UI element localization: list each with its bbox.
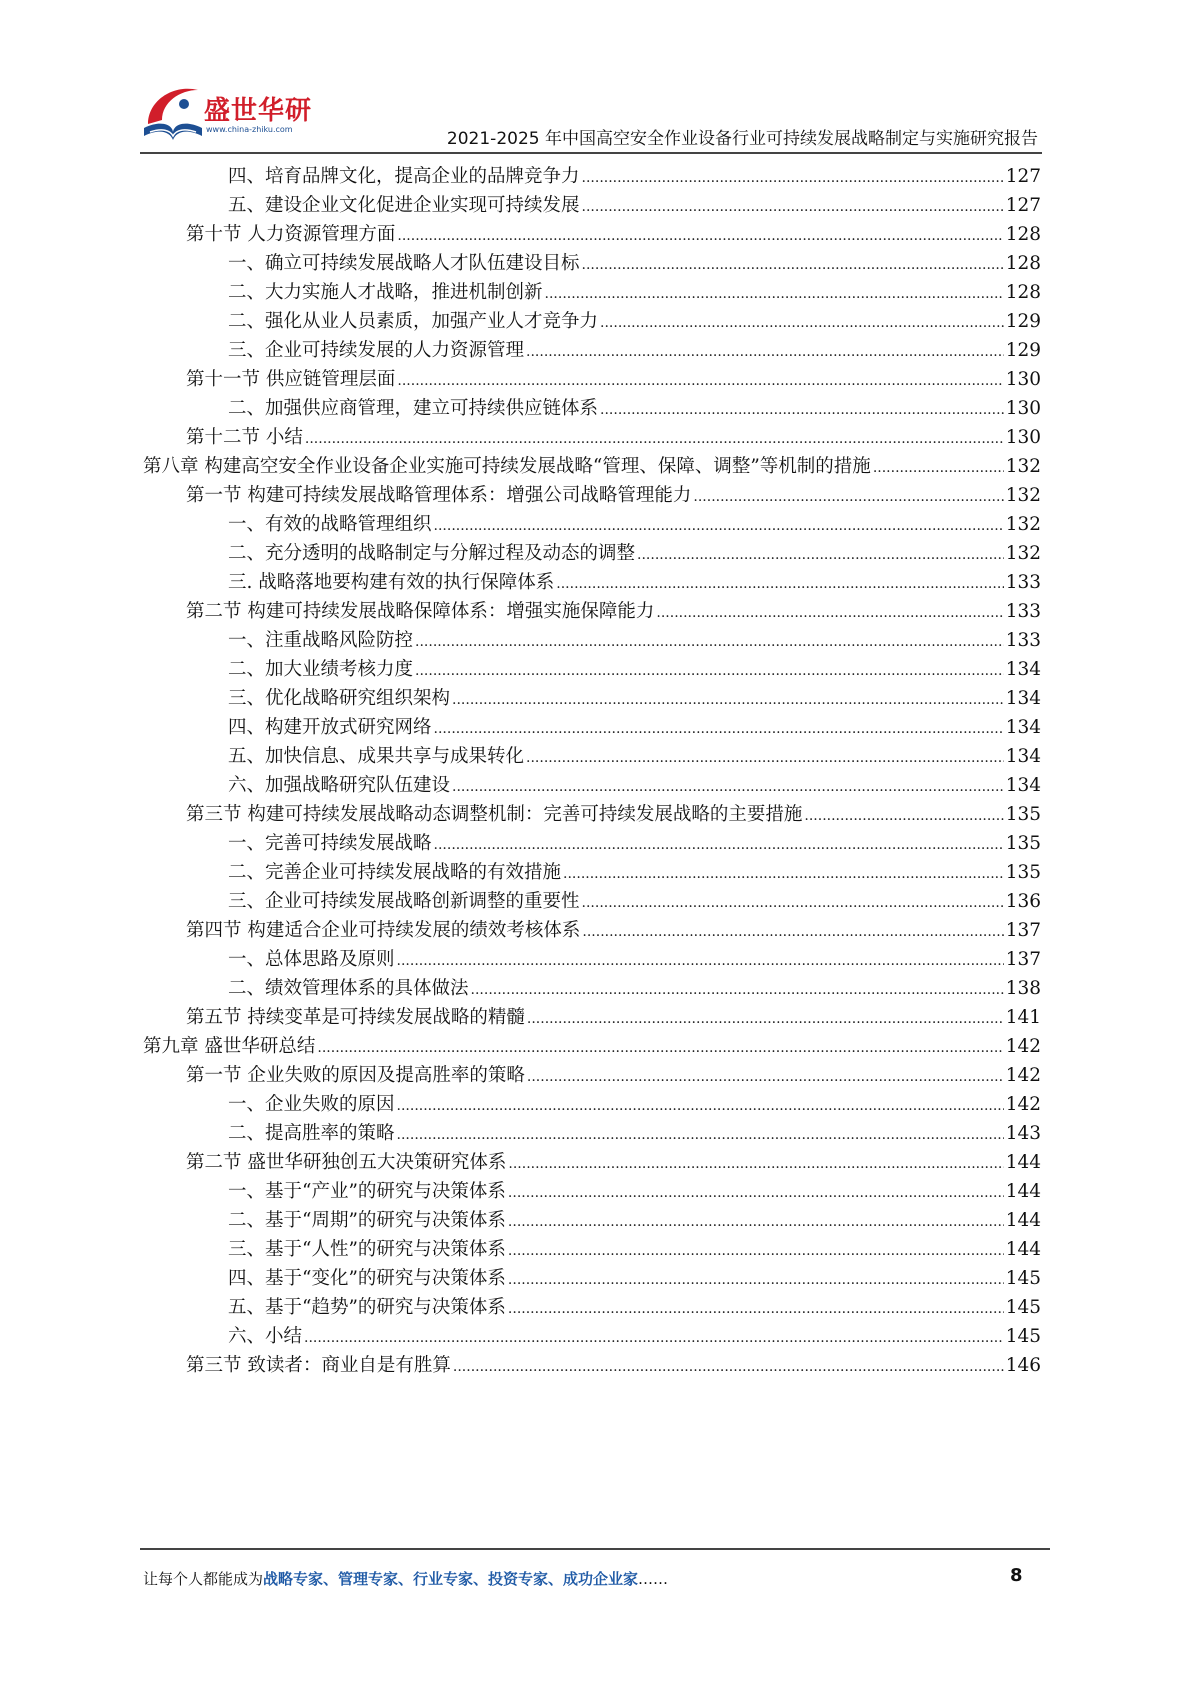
footer-highlight: 战略专家、管理专家、行业专家、投资专家、成功企业家 xyxy=(263,1570,639,1588)
toc-entry-title: 一、完善可持续发展战略 xyxy=(228,833,432,854)
toc-page-number: 137 xyxy=(1005,949,1041,970)
toc-page-number: 128 xyxy=(1005,282,1041,303)
toc-subsection-entry[interactable] xyxy=(228,828,1041,859)
logo-url-text: www.china-zhiku.com xyxy=(206,125,293,134)
toc-entry-title: 二、提高胜率的策略 xyxy=(228,1123,395,1144)
toc-page-number: 142 xyxy=(1005,1065,1041,1086)
page-number: 8 xyxy=(1010,1565,1023,1586)
toc-entry-title: 第四节 构建适合企业可持续发展的绩效考核体系 xyxy=(186,920,581,941)
toc-page-number: 132 xyxy=(1005,543,1041,564)
toc-subsection-entry[interactable] xyxy=(228,625,1041,656)
toc-entry-title: 第一节 企业失败的原因及提高胜率的策略 xyxy=(186,1065,525,1086)
toc-entry-title: 三、企业可持续发展战略创新调整的重要性 xyxy=(228,891,580,912)
toc-subsection-entry[interactable] xyxy=(228,161,1041,192)
toc-dot-leader xyxy=(453,1352,1004,1383)
toc-page-number: 132 xyxy=(1005,456,1041,477)
toc-entry-title: 第三节 致读者：商业自是有胜算 xyxy=(186,1355,451,1376)
toc-entry-title: 第八章 构建高空安全作业设备企业实施可持续发展战略“管理、保障、调整”等机制的措施 xyxy=(143,456,871,477)
toc-entry-title: 第三节 构建可持续发展战略动态调整机制：完善可持续发展战略的主要措施 xyxy=(186,804,803,825)
toc-subsection-entry[interactable] xyxy=(228,741,1041,772)
toc-entry-title: 第十一节 供应链管理层面 xyxy=(186,369,396,390)
toc-section-entry[interactable] xyxy=(186,1147,1041,1178)
toc-entry-title: 四、构建开放式研究网络 xyxy=(228,717,432,738)
toc-section-entry[interactable] xyxy=(186,364,1041,395)
toc-entry-title: 第五节 持续变革是可持续发展战略的精髓 xyxy=(186,1007,525,1028)
toc-section-entry[interactable] xyxy=(186,799,1041,830)
toc-entry-title: 二、充分透明的战略制定与分解过程及动态的调整 xyxy=(228,543,636,564)
toc-subsection-entry[interactable] xyxy=(228,770,1041,801)
toc-entry-title: 三. 战略落地要构建有效的执行保障体系 xyxy=(228,572,555,593)
toc-entry-title: 第十节 人力资源管理方面 xyxy=(186,224,396,245)
toc-subsection-entry[interactable] xyxy=(228,190,1041,221)
toc-subsection-entry[interactable] xyxy=(228,973,1041,1004)
toc-page-number: 128 xyxy=(1005,224,1041,245)
toc-page-number: 138 xyxy=(1005,978,1041,999)
toc-subsection-entry[interactable] xyxy=(228,509,1041,540)
toc-subsection-entry[interactable] xyxy=(228,277,1041,308)
toc-chapter-entry[interactable] xyxy=(143,1031,1041,1062)
toc-entry-title: 三、优化战略研究组织架构 xyxy=(228,688,451,709)
toc-page-number: 142 xyxy=(1005,1094,1041,1115)
toc-entry-title: 三、基于“人性”的研究与决策体系 xyxy=(228,1239,506,1260)
footer-prefix: 让每个人都能成为 xyxy=(143,1570,264,1588)
footer-slogan xyxy=(143,1568,668,1589)
toc-page-number: 132 xyxy=(1005,485,1041,506)
toc-page-number: 134 xyxy=(1005,688,1041,709)
page-header xyxy=(0,0,1191,160)
toc-entry-title: 二、强化从业人员素质，加强产业人才竞争力 xyxy=(228,311,599,332)
toc-section-entry[interactable] xyxy=(186,596,1041,627)
toc-entry-title: 一、企业失败的原因 xyxy=(228,1094,395,1115)
toc-subsection-entry[interactable] xyxy=(228,1176,1041,1207)
toc-entry-title: 一、有效的战略管理组织 xyxy=(228,514,432,535)
toc-subsection-entry[interactable] xyxy=(228,1089,1041,1120)
toc-page-number: 137 xyxy=(1005,920,1041,941)
toc-subsection-entry[interactable] xyxy=(228,335,1041,366)
toc-page-number: 134 xyxy=(1005,659,1041,680)
toc-page-number: 144 xyxy=(1005,1152,1041,1173)
toc-page-number: 134 xyxy=(1005,746,1041,767)
toc-page-number: 141 xyxy=(1005,1007,1041,1028)
toc-subsection-entry[interactable] xyxy=(228,1234,1041,1265)
toc-page-number: 135 xyxy=(1005,862,1041,883)
toc-entry-title: 四、基于“变化”的研究与决策体系 xyxy=(228,1268,506,1289)
toc-section-entry[interactable] xyxy=(186,1002,1041,1033)
toc-entry-title: 六、小结 xyxy=(228,1326,303,1347)
toc-subsection-entry[interactable] xyxy=(228,1263,1041,1294)
toc-subsection-entry[interactable] xyxy=(228,567,1041,598)
toc-subsection-entry[interactable] xyxy=(228,683,1041,714)
toc-subsection-entry[interactable] xyxy=(228,1321,1041,1352)
toc-entry-title: 二、大力实施人才战略，推进机制创新 xyxy=(228,282,543,303)
toc-page-number: 143 xyxy=(1005,1123,1041,1144)
toc-entry-title: 二、完善企业可持续发展战略的有效措施 xyxy=(228,862,562,883)
toc-entry-title: 三、企业可持续发展的人力资源管理 xyxy=(228,340,525,361)
toc-page-number: 144 xyxy=(1005,1239,1041,1260)
toc-entry-title: 第九章 盛世华研总结 xyxy=(143,1036,316,1057)
toc-page-number: 130 xyxy=(1005,427,1041,448)
footer-divider xyxy=(140,1548,1050,1550)
toc-page-number: 144 xyxy=(1005,1210,1041,1231)
toc-subsection-entry[interactable] xyxy=(228,1118,1041,1149)
toc-subsection-entry[interactable] xyxy=(228,393,1041,424)
toc-entry-title: 二、加大业绩考核力度 xyxy=(228,659,414,680)
toc-page-number: 145 xyxy=(1005,1297,1041,1318)
toc-page-number: 133 xyxy=(1005,630,1041,651)
toc-section-entry[interactable] xyxy=(186,1350,1041,1381)
toc-subsection-entry[interactable] xyxy=(228,857,1041,888)
toc-section-entry[interactable] xyxy=(186,422,1041,453)
toc-chapter-entry[interactable] xyxy=(143,451,1041,482)
toc-section-entry[interactable] xyxy=(186,219,1041,250)
toc-entry-title: 第一节 构建可持续发展战略管理体系：增强公司战略管理能力 xyxy=(186,485,692,506)
toc-page-number: 136 xyxy=(1005,891,1041,912)
toc-page-number: 129 xyxy=(1005,340,1041,361)
toc-entry-title: 二、加强供应商管理，建立可持续供应链体系 xyxy=(228,398,599,419)
toc-page-number: 146 xyxy=(1005,1355,1041,1376)
report-title: 2021-2025 年中国高空安全作业设备行业可持续发展战略制定与实施研究报告 xyxy=(446,129,1038,149)
logo-emblem-icon xyxy=(140,80,206,146)
toc-subsection-entry[interactable] xyxy=(228,886,1041,917)
toc-page-number: 129 xyxy=(1005,311,1041,332)
toc-entry-title: 四、培育品牌文化，提高企业的品牌竞争力 xyxy=(228,166,580,187)
toc-entry-title: 二、基于“周期”的研究与决策体系 xyxy=(228,1210,506,1231)
toc-page-number: 135 xyxy=(1005,804,1041,825)
toc-entry-title: 一、基于“产业”的研究与决策体系 xyxy=(228,1181,506,1202)
toc-subsection-entry[interactable] xyxy=(228,944,1041,975)
toc-entry-title: 五、建设企业文化促进企业实现可持续发展 xyxy=(228,195,580,216)
toc-entry-title: 二、绩效管理体系的具体做法 xyxy=(228,978,469,999)
toc-page-number: 133 xyxy=(1005,601,1041,622)
footer-suffix: …… xyxy=(638,1570,669,1588)
toc-page-number: 132 xyxy=(1005,514,1041,535)
toc-entry-title: 五、基于“趋势”的研究与决策体系 xyxy=(228,1297,506,1318)
toc-page-number: 134 xyxy=(1005,775,1041,796)
toc-entry-title: 第二节 构建可持续发展战略保障体系：增强实施保障能力 xyxy=(186,601,655,622)
toc-page-number: 134 xyxy=(1005,717,1041,738)
toc-subsection-entry[interactable] xyxy=(228,248,1041,279)
toc-section-entry[interactable] xyxy=(186,480,1041,511)
toc-entry-title: 一、确立可持续发展战略人才队伍建设目标 xyxy=(228,253,580,274)
toc-entry-title: 五、加快信息、成果共享与成果转化 xyxy=(228,746,525,767)
toc-subsection-entry[interactable] xyxy=(228,306,1041,337)
toc-entry-title: 六、加强战略研究队伍建设 xyxy=(228,775,451,796)
header-divider xyxy=(140,152,1042,154)
toc-page-number: 130 xyxy=(1005,398,1041,419)
toc-page-number: 127 xyxy=(1005,166,1041,187)
toc-page-number: 128 xyxy=(1005,253,1041,274)
toc-section-entry[interactable] xyxy=(186,1060,1041,1091)
toc-page-number: 135 xyxy=(1005,833,1041,854)
toc-page-number: 145 xyxy=(1005,1326,1041,1347)
toc-page-number: 130 xyxy=(1005,369,1041,390)
toc-entry-title: 一、总体思路及原则 xyxy=(228,949,395,970)
toc-page-number: 127 xyxy=(1005,195,1041,216)
toc-subsection-entry[interactable] xyxy=(228,654,1041,685)
toc-subsection-entry[interactable] xyxy=(228,538,1041,569)
toc-page-number: 133 xyxy=(1005,572,1041,593)
toc-subsection-entry[interactable] xyxy=(228,712,1041,743)
toc-entry-title: 第二节 盛世华研独创五大决策研究体系 xyxy=(186,1152,507,1173)
toc-entry-title: 第十二节 小结 xyxy=(186,427,303,448)
logo-chinese-text: 盛世华研 xyxy=(204,96,313,126)
toc-entry-title: 一、注重战略风险防控 xyxy=(228,630,414,651)
toc-page-number: 145 xyxy=(1005,1268,1041,1289)
toc-page-number: 144 xyxy=(1005,1181,1041,1202)
toc-subsection-entry[interactable] xyxy=(228,1292,1041,1323)
toc-subsection-entry[interactable] xyxy=(228,1205,1041,1236)
brand-logo xyxy=(140,80,313,150)
toc-section-entry[interactable] xyxy=(186,915,1041,946)
toc-page-number: 142 xyxy=(1005,1036,1041,1057)
